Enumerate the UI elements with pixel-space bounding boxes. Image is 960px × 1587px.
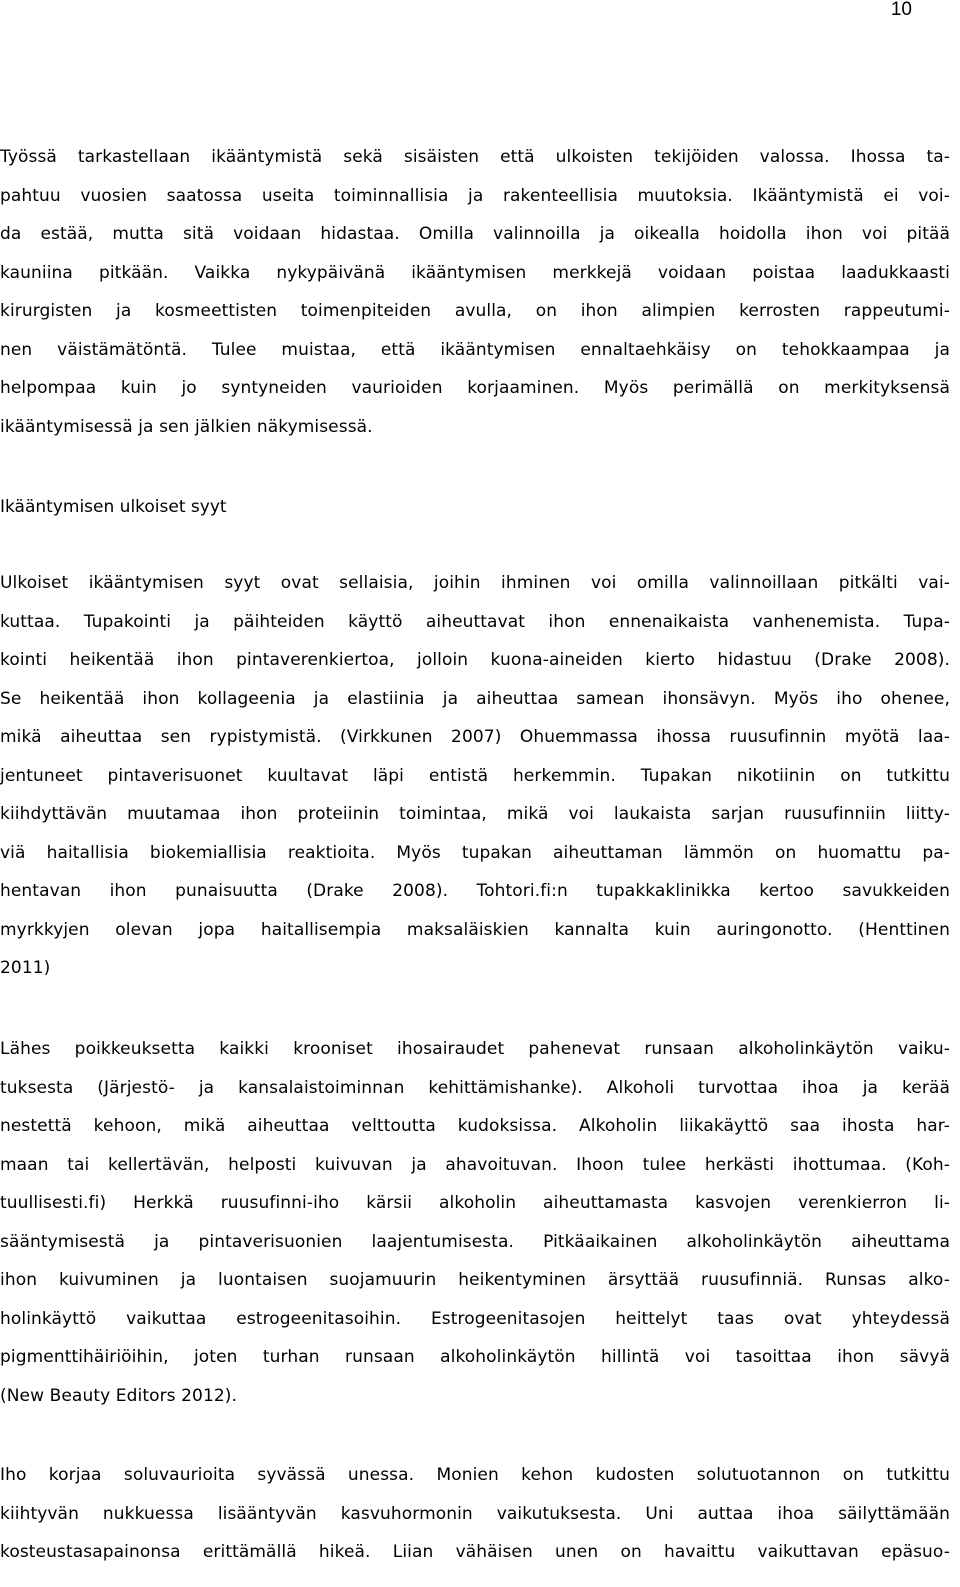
- section-heading: Ikääntymisen ulkoiset syyt: [0, 497, 227, 517]
- paragraph-line: kiihdyttävän muutamaa ihon proteiinin toimintaa, mikä voi laukaista sarjan ruusufinniin liitty-: [0, 804, 950, 824]
- paragraph-line: tuullisesti.fi) Herkkä ruusufinni-iho kärsii alkoholin aiheuttamasta kasvojen verenkierron li-: [0, 1193, 950, 1213]
- paragraph-line: viä haitallisia biokemiallisia reaktioita. Myös tupakan aiheuttaman lämmön on huomattu pa-: [0, 842, 950, 863]
- paragraph-line: sääntymisestä ja pintaverisuonien laajentumisesta. Pitkäaikainen alkoholinkäytön aiheuttama: [0, 1231, 950, 1252]
- paragraph-line: jentuneet pintaverisuonet kuultavat läpi entistä herkemmin. Tupakan nikotiinin on tutkittu: [0, 765, 950, 786]
- paragraph-line: da estää, mutta sitä voidaan hidastaa. Omilla valinnoilla ja oikealla hoidolla ihon voi pitää: [0, 224, 950, 244]
- paragraph-line: kosteustasapainonsa erittämällä hikeä. Liian vähäisen unen on havaittu vaikuttavan epäsuo-: [0, 1542, 950, 1562]
- paragraph-alcohol: [0, 1030, 950, 1415]
- paragraph-line: Iho korjaa soluvaurioita syvässä unessa. Monien kehon kudosten solutuotannon on tutkittu: [0, 1465, 950, 1485]
- paragraph-line: tuksesta (Järjestö- ja kansalaistoiminnan kehittämishanke). Alkoholi turvottaa ihoa ja kerää: [0, 1077, 950, 1098]
- paragraph-line: holinkäyttö vaikuttaa estrogeenitasoihin. Estrogeenitasojen heittelyt taas ovat yhteydessä: [0, 1308, 950, 1329]
- paragraph-line: mikä aiheuttaa sen rypistymistä. (Virkkunen 2007) Ohuemmassa ihossa ruusufinnin myötä laa-: [0, 727, 950, 747]
- paragraph-line: maan tai kellertävän, helposti kuivuvan ja ahavoituvan. Ihoon tulee herkästi ihottumaa. (Koh-: [0, 1154, 950, 1175]
- paragraph-line: kiihtyvän nukkuessa lisääntyvän kasvuhormonin vaikutuksesta. Uni auttaa ihoa säilyttämään: [0, 1503, 950, 1524]
- paragraph-line: Työssä tarkastellaan ikääntymistä sekä sisäisten että ulkoisten tekijöiden valossa. Ihossa ta-: [0, 147, 950, 167]
- paragraph-line: nen väistämätöntä. Tulee muistaa, että ikääntymisen ennaltaehkäisy on tehokkaampaa ja: [0, 339, 950, 360]
- paragraph-line: 2011): [0, 958, 51, 978]
- paragraph-line: kointi heikentää ihon pintaverenkiertoa, jolloin kuona-aineiden kierto hidastuu (Drake 2008).: [0, 650, 950, 670]
- paragraph-line: kuttaa. Tupakointi ja päihteiden käyttö aiheuttavat ihon ennenaikaista vanhenemista. Tupa-: [0, 611, 950, 632]
- paragraph-line: hentavan ihon punaisuutta (Drake 2008). Tohtori.fi:n tupakkaklinikka kertoo savukkeiden: [0, 881, 950, 901]
- paragraph-line: nestettä kehoon, mikä aiheuttaa velttoutta kudoksissa. Alkoholin liikakäyttö saa ihosta har-: [0, 1116, 950, 1136]
- paragraph-line: myrkkyjen olevan jopa haitallisempia maksaläiskien kannalta kuin auringonotto. (Henttinen: [0, 919, 950, 940]
- paragraph-sleep: [0, 1456, 950, 1572]
- paragraph-line: Lähes poikkeuksetta kaikki krooniset ihosairaudet pahenevat runsaan alkoholinkäytön vaiku-: [0, 1039, 950, 1059]
- paragraph-line: pigmenttihäiriöihin, joten turhan runsaan alkoholinkäytön hillintä voi tasoittaa ihon sävyä: [0, 1347, 950, 1367]
- paragraph-line: pahtuu vuosien saatossa useita toiminnallisia ja rakenteellisia muutoksia. Ikääntymistä ei voi-: [0, 185, 950, 206]
- paragraph-line: ikääntymisessä ja sen jälkien näkymisessä.: [0, 416, 373, 437]
- paragraph-intro: [0, 138, 950, 446]
- paragraph-line: kauniina pitkään. Vaikka nykypäivänä ikääntymisen merkkejä voidaan poistaa laadukkaasti: [0, 262, 950, 283]
- paragraph-external-causes: [0, 564, 950, 988]
- page-number: 10: [890, 0, 912, 20]
- paragraph-line: (New Beauty Editors 2012).: [0, 1385, 238, 1406]
- paragraph-line: ihon kuivuminen ja luontaisen suojamuurin heikentyminen ärsyttää ruusufinniä. Runsas alko-: [0, 1270, 950, 1290]
- paragraph-line: Ulkoiset ikääntymisen syyt ovat sellaisia, joihin ihminen voi omilla valinnoillaan pitkälti vai-: [0, 573, 950, 593]
- paragraph-line: kirurgisten ja kosmeettisten toimenpiteiden avulla, on ihon alimpien kerrosten rappeutumi-: [0, 301, 950, 321]
- paragraph-line: helpompaa kuin jo syntyneiden vaurioiden korjaaminen. Myös perimällä on merkityksensä: [0, 378, 950, 398]
- paragraph-line: Se heikentää ihon kollageenia ja elastiinia ja aiheuttaa samean ihonsävyn. Myös iho ohenee,: [0, 688, 950, 709]
